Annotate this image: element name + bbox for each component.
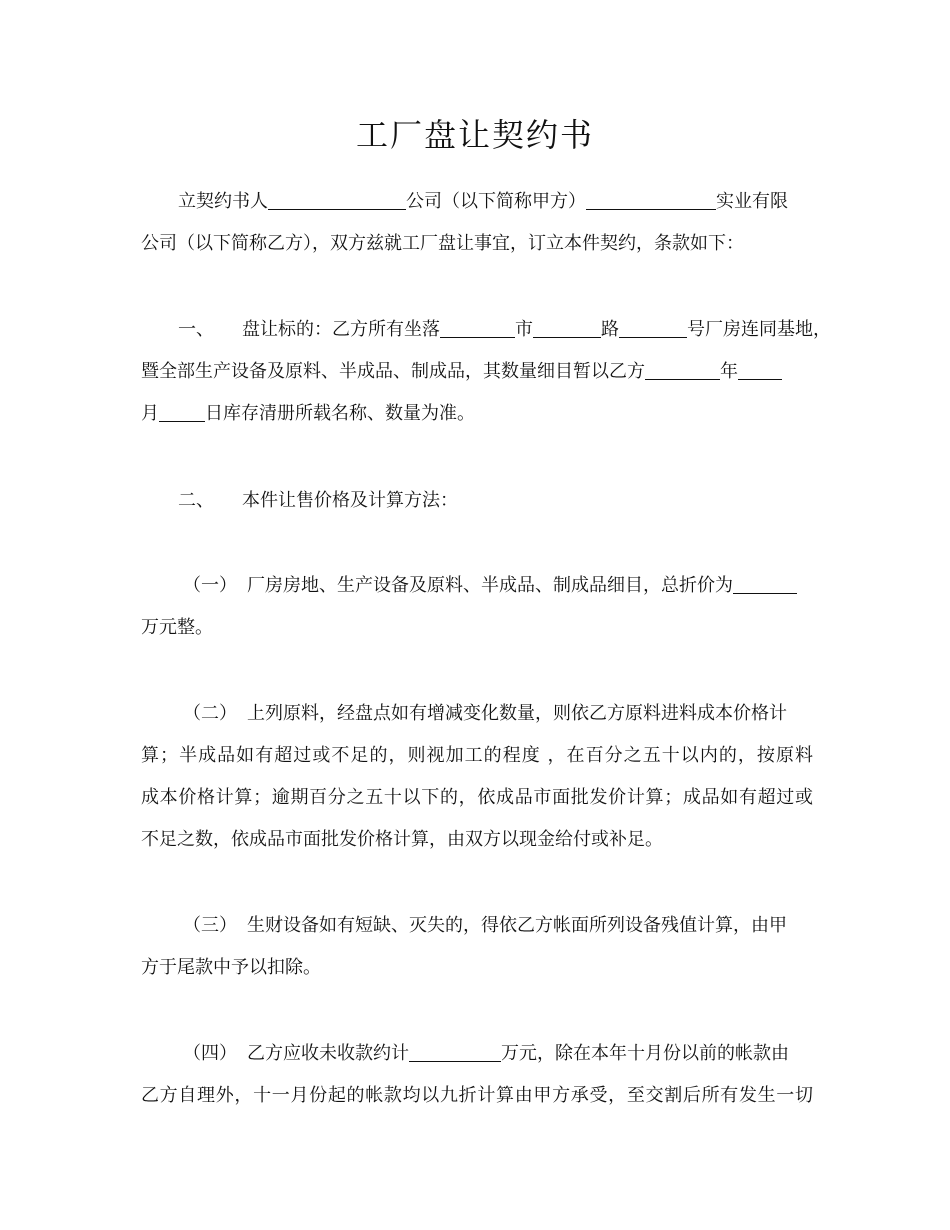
item-2-line-2: 算；半成品如有超过或不足的，则视加工的程度 ，在百分之五十以内的，按原料 bbox=[141, 745, 813, 766]
item-4-line-2: 乙方自理外，十一月份起的帐款均以九折计算由甲方承受，至交割后所有发生一切 bbox=[141, 1085, 813, 1106]
item-1-line-1 bbox=[141, 572, 813, 600]
intro-line-2: 公司（以下简称乙方），双方兹就工厂盘让事宜，订立本件契约，条款如下： bbox=[141, 233, 744, 254]
section-1-line-2-text: 暨全部生产设备及原料、半成品、制成品，其数量细目暂以乙方 bbox=[141, 361, 645, 382]
item-1-number: （一） bbox=[183, 575, 237, 596]
number-blank bbox=[619, 319, 687, 338]
road-blank bbox=[533, 319, 601, 338]
item-2-line-1 bbox=[141, 700, 813, 728]
intro-text-b: 公司（以下简称甲方） bbox=[406, 191, 586, 212]
section-1-text-b: 市 bbox=[515, 319, 533, 340]
item-4-line-1 bbox=[141, 1040, 813, 1068]
item-3-line-1 bbox=[141, 912, 813, 940]
section-2-number: 二、 bbox=[178, 490, 214, 511]
item-4-text-b: 万元，除在本年十月份以前的帐款由 bbox=[501, 1043, 789, 1064]
item-1-text: 厂房房地、生产设备及原料、半成品、制成品细目，总折价为 bbox=[247, 575, 733, 596]
section-1-text-c: 路 bbox=[601, 319, 619, 340]
section-1-text-a: 盘让标的：乙方所有坐落 bbox=[242, 319, 440, 340]
day-blank bbox=[159, 403, 205, 422]
item-2-number: （二） bbox=[183, 703, 237, 724]
item-4-text-a: 乙方应收未收款约计 bbox=[247, 1043, 409, 1064]
intro-text-a: 立契约书人 bbox=[178, 191, 268, 212]
item-3-number: （三） bbox=[183, 915, 237, 936]
item-3-text: 生财设备如有短缺、灭失的，得依乙方帐面所列设备残值计算，由甲 bbox=[247, 915, 787, 936]
section-2-text: 本件让售价格及计算方法： bbox=[242, 490, 458, 511]
section-1-line-3-text: 日库存清册所载名称、数量为准。 bbox=[205, 403, 475, 424]
section-2-heading bbox=[141, 487, 813, 515]
item-4-number: （四） bbox=[183, 1043, 237, 1064]
item-2-line-3: 成本价格计算；逾期百分之五十以下的，依成品市面批发价计算；成品如有超过或 bbox=[141, 787, 813, 808]
section-1-text-d: 号厂房连同基地， bbox=[687, 319, 831, 340]
receivables-blank bbox=[409, 1043, 501, 1062]
document-title: 工厂盘让契约书 bbox=[355, 116, 594, 154]
item-1-line-2: 万元整。 bbox=[141, 617, 213, 638]
year-label: 年 bbox=[720, 361, 738, 382]
intro-text-c: 实业有限 bbox=[716, 191, 788, 212]
total-price-blank bbox=[733, 575, 797, 594]
month-label: 月 bbox=[141, 403, 159, 424]
item-2-line-4: 不足之数，依成品市面批发价格计算，由双方以现金给付或补足。 bbox=[141, 829, 663, 850]
section-1-line-3 bbox=[141, 400, 813, 428]
section-1-line-1 bbox=[141, 316, 831, 344]
company-a-blank bbox=[268, 191, 406, 210]
section-1-number: 一、 bbox=[178, 319, 214, 340]
city-blank bbox=[440, 319, 515, 338]
item-2-text: 上列原料，经盘点如有增减变化数量，则依乙方原料进料成本价格计 bbox=[247, 703, 787, 724]
section-1-line-2 bbox=[141, 358, 813, 386]
company-b-blank bbox=[586, 191, 716, 210]
year-blank bbox=[645, 361, 720, 380]
item-3-line-2: 方于尾款中予以扣除。 bbox=[141, 957, 321, 978]
intro-line-1 bbox=[141, 188, 813, 216]
month-blank bbox=[738, 361, 782, 380]
